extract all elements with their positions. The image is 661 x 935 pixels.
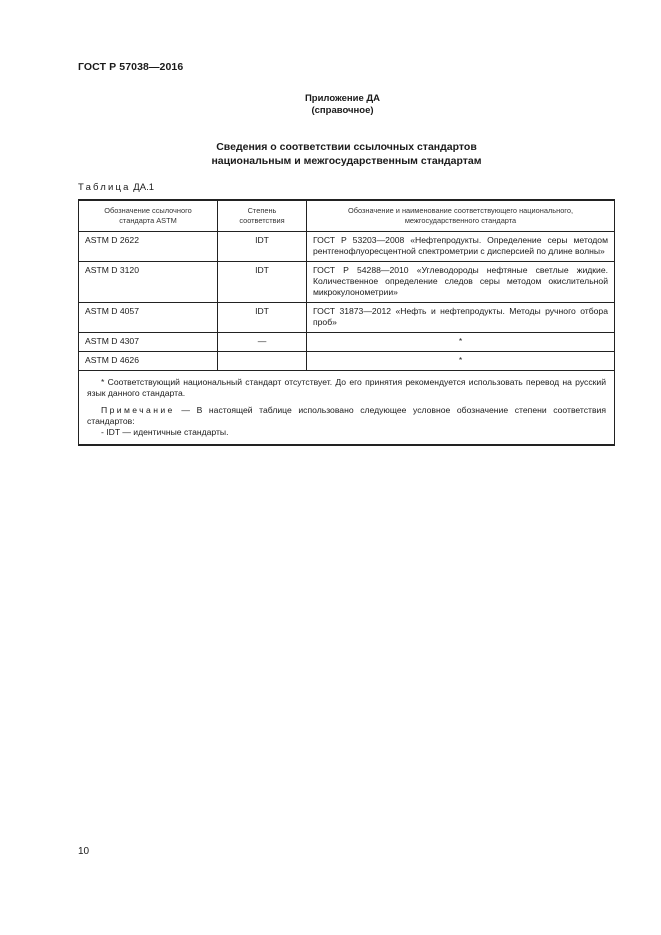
header-degree [218,200,307,232]
document-code: ГОСТ Р 57038—2016 [78,61,184,73]
header-col3-line2: межгосударственного стандарта [404,215,517,225]
note [87,405,606,427]
title-line-1: Сведения о соответствии ссылочных стандартов [216,141,477,153]
header-col2-line2: соответствия [239,215,285,225]
cell-gost: ГОСТ Р 54288—2010 «Углеводороды нефтяные светлые жидкие. Количественное определение следов серы методом окислительной микрокулонометрии» [307,262,615,303]
table-row [79,262,615,303]
table-row [79,303,615,333]
cell-standard: ASTM D 4307 [79,333,218,352]
footnote: * Соответствующий национальный стандарт отсутствует. До его принятия рекомендуется использовать перевод на русский язык данного стандарта. [87,377,606,398]
table-label-word: Таблица [78,182,131,193]
correspondence-table [78,199,615,446]
table-footer [79,371,615,446]
header-col3-line1: Обозначение и наименование соответствующего национального, [348,206,573,215]
note-item: - IDT — идентичные стандарты. [101,427,229,437]
header-astm-standard [79,200,218,232]
cell-standard: ASTM D 4626 [79,352,218,371]
appendix-type: (справочное) [311,105,374,116]
header-col2-line1: Степень [247,206,277,215]
header-gost [307,200,615,232]
cell-gost: * [307,352,615,371]
cell-gost: * [307,333,615,352]
table-label [78,182,154,193]
appendix-title [0,140,661,168]
title-line-2: национальным и межгосударственным стандартам [211,155,482,167]
table-row [79,333,615,352]
cell-degree: IDT [218,262,307,303]
cell-degree [218,352,307,371]
cell-gost: ГОСТ 31873—2012 «Нефть и нефтепродукты. Методы ручного отбора проб» [307,303,615,333]
cell-degree: IDT [218,232,307,262]
table-footer-row [79,371,615,446]
cell-standard: ASTM D 3120 [79,262,218,303]
cell-degree: — [218,333,307,352]
table-row [79,232,615,262]
cell-standard: ASTM D 2622 [79,232,218,262]
table-header-row [79,200,615,232]
page-number: 10 [78,846,90,857]
cell-degree: IDT [218,303,307,333]
appendix-name: Приложение ДА [304,93,381,104]
header-col1-line2: стандарта ASTM [119,215,177,225]
table-row [79,352,615,371]
header-col1-line1: Обозначение ссылочного [104,206,192,215]
note-label: Примечание [101,405,175,415]
table-label-number: ДА.1 [133,182,154,193]
cell-standard: ASTM D 4057 [79,303,218,333]
note-text: — В настоящей таблице использовано следующее условное обозначение степени соответствия стандартов: [87,405,607,426]
appendix-heading [0,93,661,117]
cell-gost: ГОСТ Р 53203—2008 «Нефтепродукты. Определение серы методом рентгенофлуоресцентной спектрометрии с дисперсией по длине волны» [307,232,615,262]
